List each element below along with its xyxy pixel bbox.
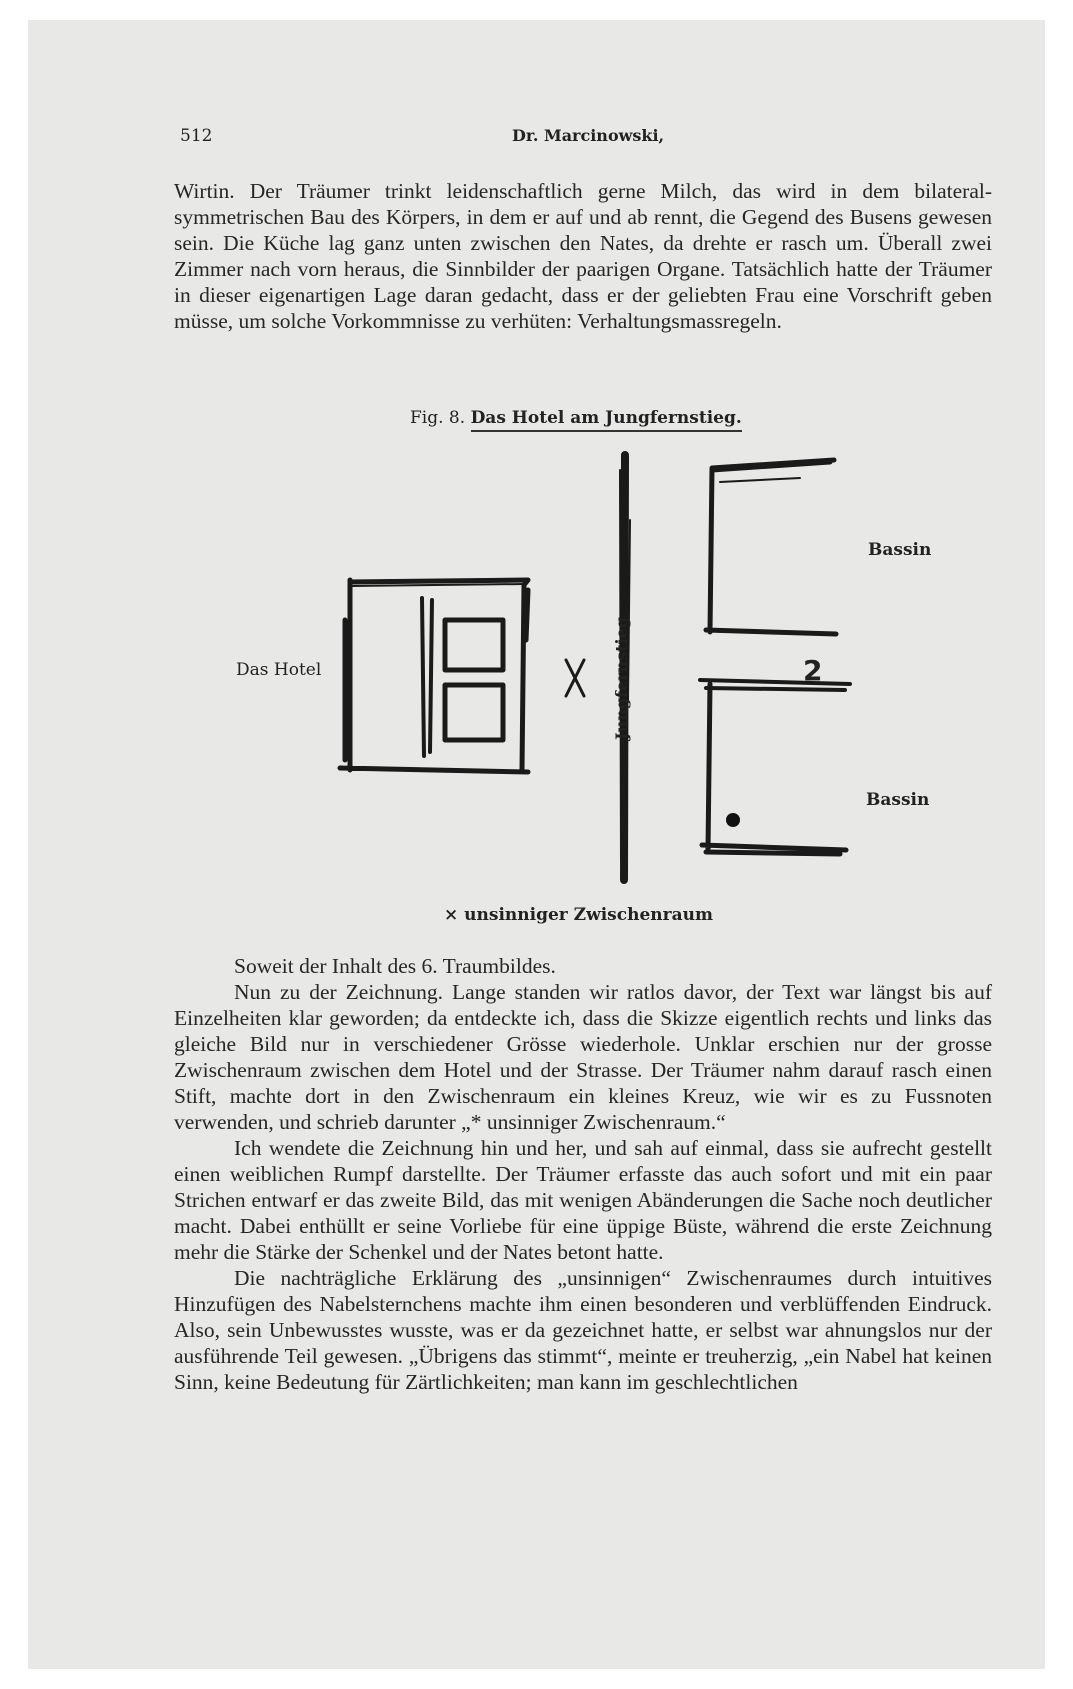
label-bassin-top: Bassin <box>868 540 932 560</box>
paragraph: Ich wendete die Zeichnung hin und her, und sah auf einmal, dass sie aufrecht gestellt einen weiblichen Rumpf darstellte. Der Träumer erfasste das auch sofort und mit ein paar Strichen entwarf er das zweite Bild, das mit wenigen Abänderungen die Sache noch deutlicher macht. Dabei enthüllt er seine Vorliebe für eine üppige Büste, während die erste Zeichnung mehr die Stärke der Schenkel und der Nates betont hatte. <box>174 1136 992 1264</box>
bassin-top-outline <box>706 460 836 634</box>
body-text-bottom <box>174 953 992 1395</box>
paragraph: Die nachträgliche Erklärung des „unsinnigen“ Zwischenraumes durch intuitives Hinzufügen des Nabelsternchens machte ihm einen besonderen und verblüffenden Eindruck. Also, sein Unbewusstes wusste, was er da gezeichnet hatte, er selbst war ahnungslos nur der ausführende Teil gewesen. „Übrigens das stimmt“, meinte er treuherzig, „ein Nabel hat keinen Sinn, keine Bedeutung für Zärtlichkeiten; man kann im geschlechtlichen <box>174 1266 992 1394</box>
figure-number: Fig. 8. <box>410 408 466 428</box>
running-title: Dr. Marcinowski, <box>512 126 665 145</box>
mark-2: 2 <box>803 654 823 687</box>
hotel-outline <box>340 580 528 772</box>
paragraph: Nun zu der Zeichnung. Lange standen wir ratlos davor, der Text war längst bis auf Einzelheiten klar geworden; da entdeckte ich, dass die Skizze eigentlich rechts und links das gleiche Bild nur in verschiedener Grösse wiederhole. Unklar erschien nur der grosse Zwischenraum zwischen dem Hotel und der Strasse. Der Träumer nahm darauf rasch einen Stift, machte dort in den Zwischenraum ein kleines Kreuz, wie wir es zu Fussnoten verwenden, und schrieb darunter „* unsinniger Zwischenraum.“ <box>174 980 992 1134</box>
hotel-room-upper <box>445 620 503 670</box>
hotel-divider <box>422 598 432 756</box>
label-hotel: Das Hotel <box>236 660 322 680</box>
label-jungfernstieg: Jungfernstieg <box>612 617 631 740</box>
legend-cross-icon: × <box>444 905 459 925</box>
figure-title: Das Hotel am Jungfernstieg. <box>471 408 742 432</box>
figure-legend <box>444 905 713 925</box>
page-number: 512 <box>180 126 213 146</box>
bassin-bottom-outline <box>702 684 846 854</box>
bassin-divider <box>700 680 850 690</box>
x-mark <box>566 660 584 696</box>
label-bassin-bottom: Bassin <box>866 790 930 810</box>
legend-text: unsinniger Zwischenraum <box>464 905 713 925</box>
paragraph: Wirtin. Der Träumer trinkt leidenschaftlich gerne Milch, das wird in dem bilateral-symmetrischen Bau des Körpers, in dem er auf und ab rennt, die Gegend des Busens gewesen sein. Die Küche lag ganz unten zwischen den Nates, da drehte er rasch um. Überall zwei Zimmer nach vorn heraus, die Sinnbilder der paarigen Organe. Tatsächlich hatte der Träumer in dieser eigenartigen Lage daran gedacht, dass er der geliebten Frau eine Vorschrift geben müsse, um solche Vorkommnisse zu verhüten: Verhaltungsmassregeln. <box>174 179 992 333</box>
hotel-room-lower <box>445 685 503 740</box>
navel-dot <box>726 813 740 827</box>
paragraph: Soweit der Inhalt des 6. Traumbildes. <box>234 954 556 978</box>
